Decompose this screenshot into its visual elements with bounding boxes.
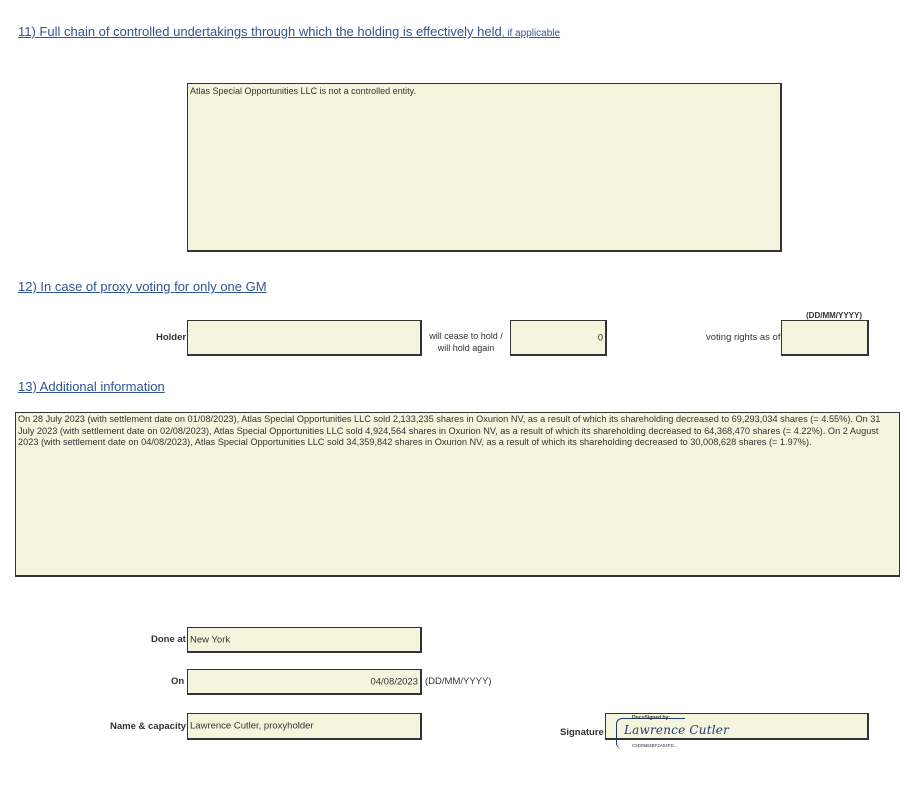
done-at-label: Done at <box>151 634 186 645</box>
done-at-value: New York <box>190 634 231 645</box>
section-11-note: , if applicable <box>501 28 561 39</box>
name-capacity-label: Name & capacity <box>110 721 187 732</box>
done-at-field[interactable] <box>187 627 422 653</box>
additional-info-field[interactable] <box>15 412 900 577</box>
date-format-header: (DD/MM/YYYY) <box>806 311 862 320</box>
on-date-value: 04/08/2023 <box>370 676 418 687</box>
controlled-chain-text: Atlas Special Opportunities LLC is not a controlled entity. <box>190 86 416 96</box>
signature-image: Lawrence Cutler <box>624 723 730 737</box>
signature-field[interactable] <box>605 713 869 748</box>
docusign-id: C6D05B3BF2A04FD... <box>632 743 678 748</box>
section-12-title: 12) In case of proxy voting for only one GM <box>18 279 267 294</box>
voting-rights-number-value: 0 <box>597 332 603 343</box>
signature-label: Signature <box>560 727 604 738</box>
voting-rights-number-field[interactable] <box>510 320 607 356</box>
holder-label: Holder <box>156 332 187 343</box>
voting-rights-date-field[interactable] <box>781 320 869 356</box>
additional-info-text: On 28 July 2023 (with settlement date on 01/08/2023), Atlas Special Opportunities LLC sold 2,133,235 shares in Oxurion NV, as a result of which its shareholding decreased to 69,293,034 shares (= 4.55%). On 31 July 2023 (with settlement date on 02/08/2023), Atlas Special Opportunities LLC sold 4,924,564 shares in Oxurion NV, as a result of which its shareholding decreased to 64,368,470 shares (= 4.22%). On 2 August 2023 (with settlement date on 04/08/2023), Atlas Special Opportunities LLC sold 34,359,842 shares in Oxurion NV, as a result of which its shareholding decreased to 30,008,628 shares (= 1.97%). <box>18 414 881 447</box>
holder-field[interactable] <box>187 320 422 356</box>
on-label: On <box>171 676 185 687</box>
name-capacity-field[interactable] <box>187 713 422 740</box>
docusign-header: DocuSigned by: <box>632 715 671 721</box>
voting-rights-as-of-label: voting rights as of <box>706 332 781 343</box>
on-date-format: (DD/MM/YYYY) <box>425 676 492 687</box>
section-11-title: 11) Full chain of controlled undertakings through which the holding is effectively held <box>18 24 502 39</box>
name-capacity-value: Lawrence Cutler, proxyholder <box>190 720 314 732</box>
on-date-field[interactable] <box>187 669 422 695</box>
controlled-chain-field[interactable] <box>187 83 782 252</box>
section-13-title: 13) Additional information <box>18 379 165 394</box>
cease-hold-label: will cease to hold / will hold again <box>429 331 503 353</box>
section-11-heading <box>18 24 560 39</box>
